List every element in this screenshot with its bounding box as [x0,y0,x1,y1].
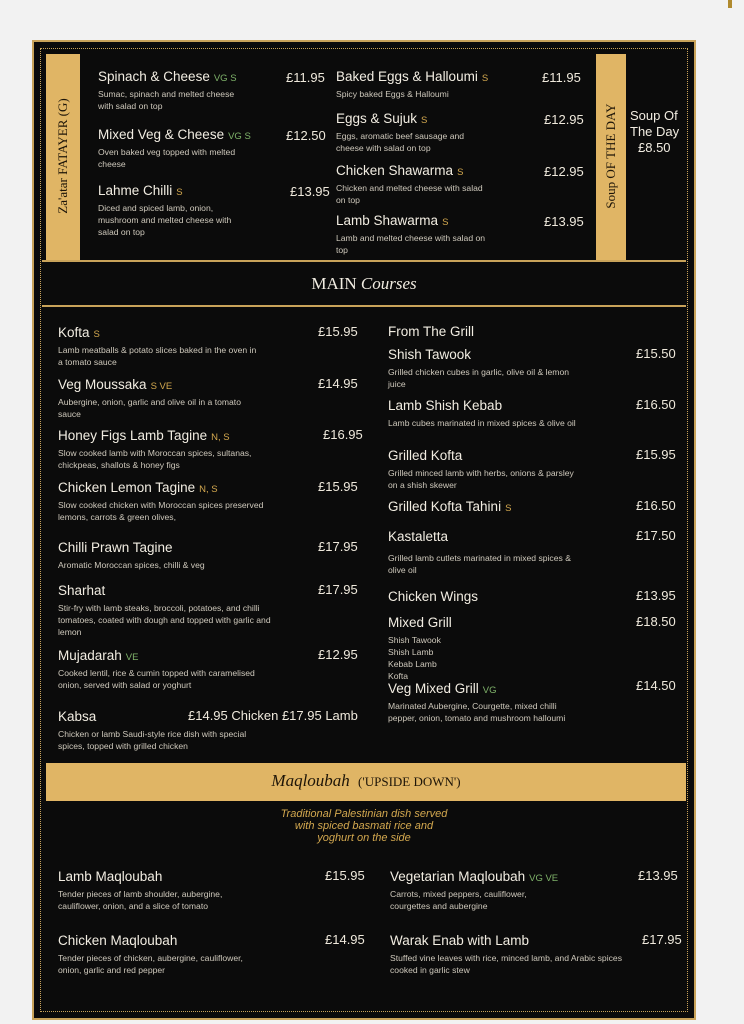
item-desc: Lamb cubes marinated in mixed spices & olive oil [388,418,576,428]
item-price: £15.95 [318,324,358,339]
item-price: £17.95 [318,539,358,554]
item-desc: Shish Tawook Shish Lamb Kebab Lamb Kofta [388,635,441,681]
divider [42,260,686,262]
menu-item [388,397,588,429]
menu-item [388,614,588,682]
menu-item [390,932,630,976]
item-name: Kofta [58,325,90,340]
fatayer-label: Za'atar FATAYER (G) [55,98,70,214]
maqloubah-desc-line2: with spiced basmati rice and [294,820,434,832]
item-name: Shish Tawook [388,347,472,362]
menu-item [58,647,298,691]
item-name: Veg Mixed Grill [388,681,479,696]
item-desc: Slow cooked chicken with Moroccan spices preserved lemons, carrots & green olives, [58,500,264,522]
item-desc: Stuffed vine leaves with rice, minced lamb, and Arabic spices cooked in garlic stew [390,953,622,975]
maqloubah-subtitle: ('UPSIDE DOWN') [358,774,461,789]
item-name: Grilled Kofta Tahini [388,499,502,514]
item-tags: VG VE [529,873,559,884]
item-desc: Sumac, spinach and melted cheese with salad on top [98,89,235,111]
item-name: Warak Enab with Lamb [390,933,530,948]
title-courses: Courses [360,274,417,293]
item-desc: Tender pieces of lamb shoulder, aubergine, cauliflower, onion, and a slice of tomato [58,889,223,911]
menu-item [388,498,588,516]
item-price: £15.50 [636,346,676,361]
menu-item [336,68,526,100]
item-price: £17.95 [318,582,358,597]
menu-item [58,479,298,523]
maqloubah-title-text: Maqloubah [271,771,350,790]
item-price: £15.95 [318,479,358,494]
menu-item [388,447,588,491]
item-tags: S [176,187,183,198]
item-tags: N, S [211,432,230,443]
menu-item [390,868,620,912]
item-name: Mixed Grill [388,615,452,630]
item-price: £13.95 [638,868,678,883]
item-name: Grilled Kofta [388,448,463,463]
maqloubah-band [46,763,686,801]
item-price: £16.50 [636,498,676,513]
item-tags: S [421,115,428,126]
item-name: Veg Moussaka [58,377,147,392]
maqloubah-title [46,771,686,791]
item-name: Mujadarah [58,648,122,663]
menu-item [388,346,588,390]
item-name: Kabsa [58,709,97,724]
soup-label-band [596,54,626,260]
item-name: Chicken Shawarma [336,163,454,178]
item-desc: Chicken or lamb Saudi-style rice dish with special spices, topped with grilled chicken [58,729,247,751]
item-name: Chicken Wings [388,589,479,604]
item-price: £17.95 [642,932,682,947]
item-price: £13.95 [544,214,584,229]
item-price: £16.50 [636,397,676,412]
item-price: £17.50 [636,528,676,543]
item-tags: VG [482,685,497,696]
item-name: Chicken Lemon Tagine [58,480,196,495]
menu-item [58,932,258,976]
item-price: £12.95 [544,112,584,127]
item-desc: Oven baked veg topped with melted cheese [98,147,236,169]
item-tags: VG S [213,73,237,84]
menu-item [336,110,486,154]
item-desc: Lamb and melted cheese with salad on top [336,233,486,255]
item-name: Lamb Maqloubah [58,869,163,884]
item-price: £14.95 [318,376,358,391]
menu-item [58,868,268,912]
item-desc: Stir-fry with lamb steaks, broccoli, potatoes, and chilli tomatoes, coated with dough and topped with garlic and lemon [58,603,271,637]
item-name: Spinach & Cheese [98,69,210,84]
item-price: £15.95 [325,868,365,883]
menu-item [388,528,588,576]
item-name: Kastaletta [388,529,449,544]
item-price: £12.50 [286,128,326,143]
item-name: Honey Figs Lamb Tagine [58,428,208,443]
soup-line2: The Day [630,124,680,139]
item-name: Sharhat [58,583,106,598]
item-desc: Carrots, mixed peppers, cauliflower, courgettes and aubergine [390,889,527,911]
item-desc: Aubergine, onion, garlic and olive oil in a tomato sauce [58,397,241,419]
main-courses-title [34,274,694,294]
item-desc: Slow cooked lamb with Moroccan spices, sultanas, chickpeas, shallots & honey figs [58,448,252,470]
item-tags: S [505,503,512,514]
item-price: £13.95 [636,588,676,603]
item-tags: S [481,73,489,84]
item-name: Mixed Veg & Cheese [98,127,225,142]
item-desc: Lamb meatballs & potato slices baked in the oven in a tomato sauce [58,345,257,367]
item-price: £14.95 Chicken £17.95 Lamb [188,708,358,723]
grill-heading [388,323,474,341]
item-price: £11.95 [542,70,581,85]
item-desc: Eggs, aromatic beef sausage and cheese with salad on top [336,131,465,153]
item-price: £13.95 [290,184,330,199]
item-price: £14.95 [325,932,365,947]
item-name: Lamb Shish Kebab [388,398,503,413]
item-tags: S [457,167,464,178]
menu-item [58,324,258,368]
menu-card [32,40,696,1020]
maqloubah-desc-line1: Traditional Palestinian dish served [280,808,448,820]
item-name: Eggs & Sujuk [336,111,418,126]
grill-heading-text: From The Grill [388,324,475,339]
item-tags: S [442,217,449,228]
item-desc: Diced and spiced lamb, onion, mushroom and melted cheese with salad on top [98,203,232,237]
item-name: Lahme Chilli [98,183,173,198]
menu-item [388,588,588,606]
item-price: £11.95 [286,70,325,85]
item-desc: Marinated Aubergine, Courgette, mixed chilli pepper, onion, tomato and mushroom halloumi [388,701,566,723]
item-tags: S VE [150,381,173,392]
item-desc: Grilled minced lamb with herbs, onions & parsley on a shish skewer [388,468,574,490]
menu-item [336,212,486,256]
menu-item [98,182,258,238]
menu-item [58,582,298,638]
maqloubah-desc-line3: yoghurt on the side [317,832,411,844]
item-tags: VG S [228,131,251,142]
item-price: £15.95 [636,447,676,462]
item-price: £14.50 [636,678,676,693]
item-price: £12.95 [318,647,358,662]
item-price: £16.95 [323,427,363,442]
maqloubah-desc [34,808,694,844]
item-desc: Tender pieces of chicken, aubergine, cauliflower, onion, garlic and red pepper [58,953,243,975]
item-price: £12.95 [544,164,584,179]
item-desc: Spicy baked Eggs & Halloumi [336,89,449,99]
item-desc: Aromatic Moroccan spices, chilli & veg [58,560,205,570]
item-desc: Grilled lamb cutlets marinated in mixed spices & olive oil [388,553,571,575]
divider [42,305,686,307]
title-main: MAIN [311,274,357,293]
menu-item [58,376,248,420]
item-tags: VE [125,652,139,663]
item-tags: N, S [199,484,218,495]
item-desc: Chicken and melted cheese with salad on top [336,183,483,205]
menu-item [58,427,298,471]
soup-price: £8.50 [638,140,671,155]
menu-item [336,162,486,206]
soup-of-the-day [630,108,679,156]
item-desc: Cooked lentil, rice & cumin topped with caramelised onion, served with salad or yoghurt [58,668,255,690]
item-name: Lamb Shawarma [336,213,439,228]
page-corner-mark [728,0,732,8]
item-name: Chicken Maqloubah [58,933,178,948]
item-name: Baked Eggs & Halloumi [336,69,478,84]
item-name: Vegetarian Maqloubah [390,869,526,884]
menu-item [58,539,298,571]
soup-line1: Soup Of [630,108,678,123]
menu-item [388,680,598,724]
item-tags: S [93,329,100,340]
item-price: £18.50 [636,614,676,629]
fatayer-label-band [46,54,80,260]
soup-label: Soup OF THE DAY [603,103,618,209]
item-name: Chilli Prawn Tagine [58,540,173,555]
item-desc: Grilled chicken cubes in garlic, olive oil & lemon juice [388,367,570,389]
